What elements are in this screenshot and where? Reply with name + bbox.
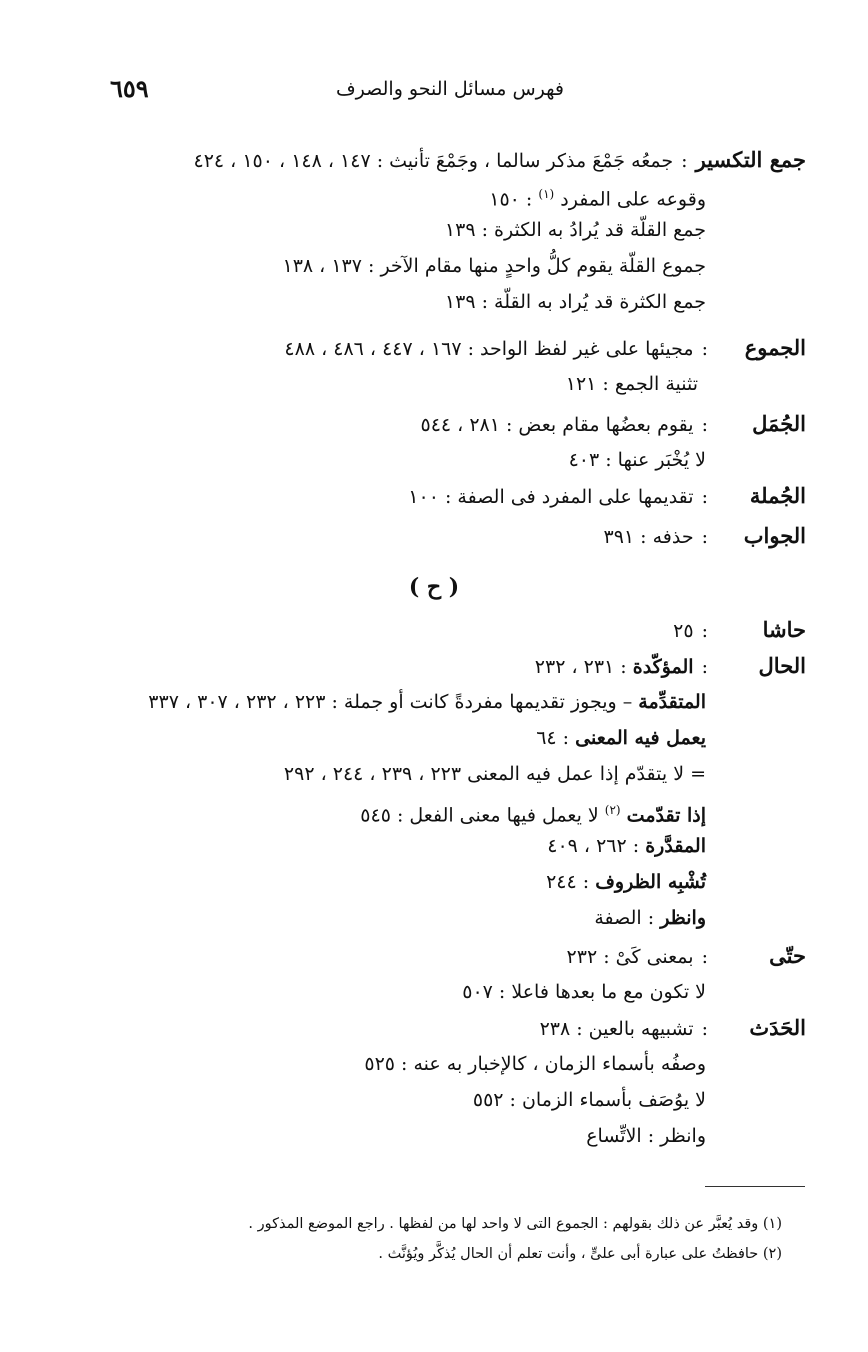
entry-jawab: الجواب:حذفه : ٣٩١ [46, 518, 806, 555]
footnote-ref: (١) [538, 187, 555, 201]
entry-jam-taksir: جمع التكسير:جمعُه جَمْعَ مذكر سالما ، وجَمْعَ تأنيث : ١٤٧ ، ١٤٨ ، ١٥٠ ، ٤٢٤ [46, 142, 806, 179]
entry-subline: جموع القلّة يقوم كلُّ واحدٍ منها مقام الآخر : ١٣٧ ، ١٣٨ [282, 255, 706, 277]
entry-term: الجواب [743, 523, 806, 548]
entry-subline: وصفُه بأسماء الزمان ، كالإخبار به عنه : ٥٢٥ [364, 1053, 706, 1075]
entry-subline: تثنية الجمع : ١٢١ [565, 373, 698, 395]
footnote-ref: (٢) [604, 803, 621, 817]
page-number: ٦٥٩ [110, 74, 149, 103]
entry-jumal: الجُمَل:يقوم بعضُها مقام بعض : ٢٨١ ، ٥٤٤ [46, 406, 806, 443]
footnote-1: (١) وقد يُعبَّر عن ذلك بقولهم : الجموع التى لا واحد لها من لفظها . راجع الموضع المذكور . [248, 1216, 782, 1232]
footnote-rule [705, 1186, 805, 1187]
entry-term: الحَدَث [749, 1015, 806, 1040]
page-header [100, 72, 800, 112]
entry-line: يقوم بعضُها مقام بعض : ٢٨١ ، ٥٤٤ [420, 414, 694, 436]
entry-subline: لا يوُصَف بأسماء الزمان : ٥٥٢ [472, 1089, 706, 1111]
entry-subline: وانظر : الصفة [594, 907, 706, 929]
entry-subline: المقدَّرة : ٢٦٢ ، ٤٠٩ [547, 835, 706, 857]
entry-term: الجموع [744, 335, 806, 360]
entry-line: تشبيهه بالعين : ٢٣٨ [539, 1018, 694, 1040]
entry-hasha: حاشا:٢٥ [46, 612, 806, 649]
entry-term: الحال [758, 653, 806, 678]
entry-hadath: الحَدَث:تشبيهه بالعين : ٢٣٨ [46, 1010, 806, 1047]
entry-term: جمع التكسير [695, 147, 806, 172]
entry-term: حاشا [762, 617, 806, 642]
entry-line: ٢٥ [673, 620, 694, 642]
entry-line: بمعنى كَىْ : ٢٣٢ [566, 946, 694, 968]
entry-subline: جمع الكثرة قد يُراد به القلّة : ١٣٩ [444, 291, 706, 313]
entry-line: مجيئها على غير لفظ الواحد : ١٦٧ ، ٤٤٧ ، ٤٨٦ ، ٤٨٨ [284, 338, 694, 360]
entry-hal: الحال:المؤكّدة : ٢٣١ ، ٢٣٢ [46, 648, 806, 685]
letter-section-heading: ( ح ) [408, 574, 460, 600]
entry-subline: تُشْبِه الظروف : ٢٤٤ [546, 871, 706, 893]
entry-term: الجُملة [749, 483, 806, 508]
entry-subline: يعمل فيه المعنى : ٦٤ [536, 727, 706, 749]
footnote-2: (٢) حافظتُ على عبارة أبى علىٍّ ، وأنت تعلم أن الحال يُذكَّر ويُؤنَّث . [378, 1246, 782, 1262]
entry-term: حتّى [769, 943, 806, 968]
entry-subline: لا يُخْبَر عنها : ٤٠٣ [568, 449, 706, 471]
entry-jumu: الجموع:مجيئها على غير لفظ الواحد : ١٦٧ ، ٤٤٧ ، ٤٨٦ ، ٤٨٨ [46, 330, 806, 367]
entry-line: تقديمها على المفرد فى الصفة : ١٠٠ [408, 486, 694, 508]
entry-subline: لا تكون مع ما بعدها فاعلا : ٥٠٧ [462, 981, 706, 1003]
entry-subline: وقوعه على المفرد $^{(١)}$ : ١٥٠ [489, 187, 706, 211]
entry-subline: = لا يتقدّم إذا عمل فيه المعنى ٢٢٣ ، ٢٣٩ ، ٢٤٤ ، ٢٩٢ [283, 763, 706, 785]
running-title: فهرس مسائل النحو والصرف [335, 78, 564, 100]
entry-line: جمعُه جَمْعَ مذكر سالما ، وجَمْعَ تأنيث : ١٤٧ ، ١٤٨ ، ١٥٠ ، ٤٢٤ [193, 150, 674, 172]
entry-subline: المتقدِّمة – ويجوز تقديمها مفردةً كانت أو جملة : ٢٢٣ ، ٢٣٢ ، ٣٠٧ ، ٣٣٧ [148, 691, 706, 713]
entry-jumla: الجُملة:تقديمها على المفرد فى الصفة : ١٠٠ [46, 478, 806, 515]
entry-line: حذفه : ٣٩١ [603, 526, 694, 548]
entry-hatta: حتّى:بمعنى كَىْ : ٢٣٢ [46, 938, 806, 975]
entry-subline: إذا تقدّمت $^{(٢)}$ لا يعمل فيها معنى الفعل : ٥٤٥ [360, 803, 706, 827]
entry-term: الجُمَل [752, 411, 806, 436]
entry-subline: جمع القلّة قد يُرادُ به الكثرة : ١٣٩ [444, 219, 706, 241]
entry-subline: وانظر : الاتِّساع [586, 1125, 706, 1147]
